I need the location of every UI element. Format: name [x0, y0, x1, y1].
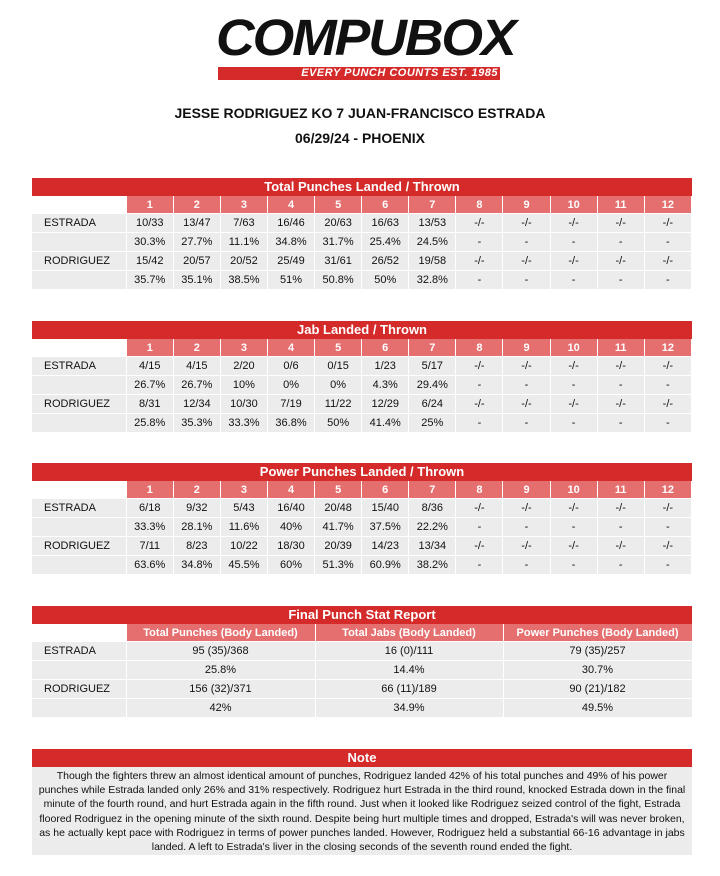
final-report-table — [32, 624, 693, 718]
round-number: 10 — [550, 339, 597, 357]
percentage-cell: 22.2% — [409, 518, 456, 537]
percentage-cell: - — [644, 518, 691, 537]
landed-thrown-cell: -/- — [456, 537, 503, 556]
landed-thrown-cell: 16/63 — [362, 214, 409, 233]
logo-brand: COMPUBOX — [216, 9, 515, 66]
rodriguez-pct-row — [32, 271, 692, 290]
percentage-cell: 35.3% — [173, 414, 220, 433]
landed-thrown-cell: 9/32 — [173, 499, 220, 518]
percentage-cell: - — [550, 518, 597, 537]
round-number: 9 — [503, 481, 550, 499]
landed-thrown-cell: 25/49 — [267, 252, 314, 271]
landed-thrown-cell: -/- — [550, 499, 597, 518]
blank-cell — [32, 518, 126, 537]
fighter-name-estrada: ESTRADA — [32, 357, 126, 376]
note-title: Note — [32, 749, 692, 767]
rodriguez-landed-row — [32, 537, 692, 556]
landed-thrown-cell: -/- — [456, 395, 503, 414]
fighter-name-estrada: ESTRADA — [32, 499, 126, 518]
landed-thrown-cell: 14/23 — [362, 537, 409, 556]
round-number: 3 — [220, 339, 267, 357]
landed-thrown-cell: -/- — [550, 214, 597, 233]
percentage-cell: 63.6% — [126, 556, 173, 575]
round-number: 10 — [550, 481, 597, 499]
percentage-cell: 26.7% — [173, 376, 220, 395]
landed-thrown-cell: -/- — [503, 499, 550, 518]
landed-thrown-cell: -/- — [456, 499, 503, 518]
percentage-cell: - — [550, 556, 597, 575]
percentage-cell: 36.8% — [267, 414, 314, 433]
landed-thrown-cell: 15/40 — [362, 499, 409, 518]
landed-thrown-cell: -/- — [456, 214, 503, 233]
landed-thrown-cell: 10/33 — [126, 214, 173, 233]
round-number: 4 — [267, 339, 314, 357]
final-stat-report — [32, 606, 692, 718]
final-pct-cell: 42% — [126, 699, 315, 718]
header-blank-cell — [32, 481, 126, 499]
final-estrada-pct-row — [32, 661, 692, 680]
section-title: Total Punches Landed / Thrown — [32, 178, 692, 196]
percentage-cell: - — [644, 376, 691, 395]
round-number: 2 — [173, 481, 220, 499]
percentage-cell: 50.8% — [315, 271, 362, 290]
landed-thrown-cell: 16/40 — [267, 499, 314, 518]
final-cell: 79 (35)/257 — [503, 642, 692, 661]
percentage-cell: 41.7% — [315, 518, 362, 537]
rodriguez-landed-row — [32, 395, 692, 414]
percentage-cell: 11.6% — [220, 518, 267, 537]
final-pct-cell: 34.9% — [315, 699, 503, 718]
blank-cell — [32, 376, 126, 395]
landed-thrown-cell: -/- — [597, 499, 644, 518]
percentage-cell: 50% — [362, 271, 409, 290]
percentage-cell: 29.4% — [409, 376, 456, 395]
landed-thrown-cell: 1/23 — [362, 357, 409, 376]
percentage-cell: - — [550, 414, 597, 433]
landed-thrown-cell: -/- — [644, 499, 691, 518]
landed-thrown-cell: 20/39 — [315, 537, 362, 556]
fight-title: JESSE RODRIGUEZ KO 7 JUAN-FRANCISCO ESTRADA — [174, 105, 546, 121]
header-total-jabs: Total Jabs (Body Landed) — [315, 624, 503, 642]
landed-thrown-cell: 31/61 — [315, 252, 362, 271]
fighter-name-rodriguez: RODRIGUEZ — [32, 252, 126, 271]
percentage-cell: - — [597, 233, 644, 252]
fighter-name-rodriguez: RODRIGUEZ — [32, 680, 126, 699]
round-number: 2 — [173, 339, 220, 357]
percentage-cell: 25.8% — [126, 414, 173, 433]
percentage-cell: 35.7% — [126, 271, 173, 290]
landed-thrown-cell: 6/18 — [126, 499, 173, 518]
percentage-cell: 38.2% — [409, 556, 456, 575]
percentage-cell: - — [503, 376, 550, 395]
round-number: 10 — [550, 196, 597, 214]
percentage-cell: - — [644, 556, 691, 575]
rodriguez-pct-row — [32, 414, 692, 433]
landed-thrown-cell: -/- — [503, 252, 550, 271]
final-cell: 66 (11)/189 — [315, 680, 503, 699]
round-header-row — [32, 196, 692, 214]
fighter-name-rodriguez: RODRIGUEZ — [32, 395, 126, 414]
landed-thrown-cell: -/- — [644, 537, 691, 556]
header-blank-cell — [32, 339, 126, 357]
round-number: 6 — [362, 339, 409, 357]
round-number: 11 — [597, 481, 644, 499]
round-number: 12 — [644, 481, 691, 499]
final-cell: 16 (0)/111 — [315, 642, 503, 661]
power-punches-section — [32, 463, 692, 575]
fighter-name-rodriguez: RODRIGUEZ — [32, 537, 126, 556]
fighter-name-estrada: ESTRADA — [32, 642, 126, 661]
landed-thrown-cell: 15/42 — [126, 252, 173, 271]
rodriguez-pct-row — [32, 556, 692, 575]
final-pct-cell: 25.8% — [126, 661, 315, 680]
landed-thrown-cell: -/- — [597, 537, 644, 556]
percentage-cell: - — [644, 271, 691, 290]
percentage-cell: 33.3% — [126, 518, 173, 537]
landed-thrown-cell: 16/46 — [267, 214, 314, 233]
percentage-cell: - — [456, 233, 503, 252]
compubox-logo — [216, 9, 515, 82]
percentage-cell: - — [503, 414, 550, 433]
percentage-cell: 25% — [409, 414, 456, 433]
final-rodriguez-row — [32, 680, 692, 699]
percentage-cell: 50% — [315, 414, 362, 433]
round-number: 5 — [315, 339, 362, 357]
round-number: 6 — [362, 481, 409, 499]
percentage-cell: 51.3% — [315, 556, 362, 575]
percentage-cell: 28.1% — [173, 518, 220, 537]
round-number: 1 — [126, 339, 173, 357]
landed-thrown-cell: -/- — [550, 357, 597, 376]
landed-thrown-cell: 11/22 — [315, 395, 362, 414]
landed-thrown-cell: 13/53 — [409, 214, 456, 233]
blank-cell — [32, 661, 126, 680]
landed-thrown-cell: 4/15 — [126, 357, 173, 376]
landed-thrown-cell: 8/31 — [126, 395, 173, 414]
estrada-landed-row — [32, 214, 692, 233]
round-number: 1 — [126, 196, 173, 214]
round-number: 2 — [173, 196, 220, 214]
landed-thrown-cell: -/- — [597, 252, 644, 271]
landed-thrown-cell: 12/29 — [362, 395, 409, 414]
percentage-cell: - — [597, 518, 644, 537]
round-number: 4 — [267, 196, 314, 214]
percentage-cell: - — [456, 414, 503, 433]
percentage-cell: 27.7% — [173, 233, 220, 252]
blank-cell — [32, 233, 126, 252]
percentage-cell: 4.3% — [362, 376, 409, 395]
landed-thrown-cell: -/- — [597, 395, 644, 414]
blank-cell — [32, 556, 126, 575]
final-rodriguez-pct-row — [32, 699, 692, 718]
round-number: 6 — [362, 196, 409, 214]
percentage-cell: 51% — [267, 271, 314, 290]
landed-thrown-cell: -/- — [456, 252, 503, 271]
landed-thrown-cell: -/- — [503, 395, 550, 414]
landed-thrown-cell: 5/43 — [220, 499, 267, 518]
percentage-cell: 35.1% — [173, 271, 220, 290]
landed-thrown-cell: -/- — [456, 357, 503, 376]
percentage-cell: - — [456, 376, 503, 395]
landed-thrown-cell: 7/11 — [126, 537, 173, 556]
percentage-cell: 37.5% — [362, 518, 409, 537]
percentage-cell: 0% — [315, 376, 362, 395]
percentage-cell: 60% — [267, 556, 314, 575]
round-stats-table — [32, 196, 692, 290]
round-number: 3 — [220, 481, 267, 499]
landed-thrown-cell: 12/34 — [173, 395, 220, 414]
percentage-cell: - — [503, 233, 550, 252]
round-number: 4 — [267, 481, 314, 499]
round-number: 9 — [503, 196, 550, 214]
final-cell: 156 (32)/371 — [126, 680, 315, 699]
percentage-cell: 30.3% — [126, 233, 173, 252]
landed-thrown-cell: 20/48 — [315, 499, 362, 518]
round-stats-table — [32, 481, 692, 575]
round-number: 8 — [456, 481, 503, 499]
estrada-pct-row — [32, 233, 692, 252]
section-title: Power Punches Landed / Thrown — [32, 463, 692, 481]
header-power-punches: Power Punches (Body Landed) — [503, 624, 692, 642]
fighter-name-estrada: ESTRADA — [32, 214, 126, 233]
section-title: Jab Landed / Thrown — [32, 321, 692, 339]
estrada-pct-row — [32, 376, 692, 395]
landed-thrown-cell: 2/20 — [220, 357, 267, 376]
percentage-cell: 41.4% — [362, 414, 409, 433]
landed-thrown-cell: -/- — [503, 537, 550, 556]
landed-thrown-cell: 4/15 — [173, 357, 220, 376]
landed-thrown-cell: -/- — [550, 537, 597, 556]
percentage-cell: 11.1% — [220, 233, 267, 252]
round-number: 5 — [315, 481, 362, 499]
blank-cell — [32, 414, 126, 433]
estrada-landed-row — [32, 357, 692, 376]
round-stats-table — [32, 339, 692, 433]
percentage-cell: - — [597, 376, 644, 395]
round-header-row — [32, 339, 692, 357]
percentage-cell: - — [503, 518, 550, 537]
final-header-row — [32, 624, 692, 642]
final-report-title: Final Punch Stat Report — [32, 606, 692, 624]
jab-section — [32, 321, 692, 433]
landed-thrown-cell: 26/52 — [362, 252, 409, 271]
percentage-cell: - — [456, 556, 503, 575]
landed-thrown-cell: 0/15 — [315, 357, 362, 376]
percentage-cell: 0% — [267, 376, 314, 395]
landed-thrown-cell: -/- — [644, 357, 691, 376]
landed-thrown-cell: 13/34 — [409, 537, 456, 556]
percentage-cell: 60.9% — [362, 556, 409, 575]
percentage-cell: 24.5% — [409, 233, 456, 252]
landed-thrown-cell: 7/19 — [267, 395, 314, 414]
percentage-cell: - — [503, 556, 550, 575]
final-pct-cell: 49.5% — [503, 699, 692, 718]
percentage-cell: - — [644, 414, 691, 433]
percentage-cell: - — [550, 376, 597, 395]
percentage-cell: - — [550, 233, 597, 252]
landed-thrown-cell: -/- — [503, 214, 550, 233]
percentage-cell: 31.7% — [315, 233, 362, 252]
landed-thrown-cell: -/- — [644, 395, 691, 414]
landed-thrown-cell: -/- — [550, 395, 597, 414]
landed-thrown-cell: 0/6 — [267, 357, 314, 376]
round-number: 7 — [409, 481, 456, 499]
percentage-cell: 10% — [220, 376, 267, 395]
fight-date-location: 06/29/24 - PHOENIX — [295, 130, 425, 146]
round-number: 12 — [644, 339, 691, 357]
logo-tagline: EVERY PUNCH COUNTS EST. 1985 — [301, 67, 498, 79]
final-cell: 90 (21)/182 — [503, 680, 692, 699]
landed-thrown-cell: 5/17 — [409, 357, 456, 376]
round-number: 9 — [503, 339, 550, 357]
percentage-cell: 26.7% — [126, 376, 173, 395]
percentage-cell: - — [597, 556, 644, 575]
percentage-cell: - — [456, 271, 503, 290]
percentage-cell: - — [644, 233, 691, 252]
percentage-cell: - — [550, 271, 597, 290]
round-number: 1 — [126, 481, 173, 499]
percentage-cell: 40% — [267, 518, 314, 537]
final-pct-cell: 30.7% — [503, 661, 692, 680]
header-blank-cell — [32, 196, 126, 214]
landed-thrown-cell: 7/63 — [220, 214, 267, 233]
percentage-cell: 32.8% — [409, 271, 456, 290]
note-section — [32, 749, 692, 855]
percentage-cell: 34.8% — [267, 233, 314, 252]
percentage-cell: 38.5% — [220, 271, 267, 290]
header-total-punches: Total Punches (Body Landed) — [126, 624, 315, 642]
round-number: 3 — [220, 196, 267, 214]
landed-thrown-cell: -/- — [597, 214, 644, 233]
percentage-cell: 33.3% — [220, 414, 267, 433]
percentage-cell: - — [503, 271, 550, 290]
landed-thrown-cell: -/- — [644, 214, 691, 233]
round-header-row — [32, 481, 692, 499]
landed-thrown-cell: -/- — [503, 357, 550, 376]
round-number: 7 — [409, 196, 456, 214]
round-number: 11 — [597, 339, 644, 357]
round-number: 11 — [597, 196, 644, 214]
percentage-cell: - — [597, 414, 644, 433]
round-number: 8 — [456, 196, 503, 214]
percentage-cell: - — [597, 271, 644, 290]
round-number: 12 — [644, 196, 691, 214]
round-number: 8 — [456, 339, 503, 357]
landed-thrown-cell: 18/30 — [267, 537, 314, 556]
percentage-cell: 45.5% — [220, 556, 267, 575]
header-blank-cell — [32, 624, 126, 642]
landed-thrown-cell: 20/63 — [315, 214, 362, 233]
blank-cell — [32, 699, 126, 718]
estrada-landed-row — [32, 499, 692, 518]
landed-thrown-cell: 13/47 — [173, 214, 220, 233]
rodriguez-landed-row — [32, 252, 692, 271]
landed-thrown-cell: 20/52 — [220, 252, 267, 271]
landed-thrown-cell: 10/22 — [220, 537, 267, 556]
landed-thrown-cell: 20/57 — [173, 252, 220, 271]
final-cell: 95 (35)/368 — [126, 642, 315, 661]
landed-thrown-cell: -/- — [597, 357, 644, 376]
note-text: Though the fighters threw an almost identical amount of punches, Rodriguez landed 42% of his total punches and 49% of his power punches while Estrada landed only 26% and 31% respectively. Rodriguez hurt Estrada in the third round, knocked Estrada down in the final minute of the fourth round, and hurt Estrada again in the fifth round. Just when it looked like Rodriguez seized control of the fight, Estrada floored Rodriguez in the opening minute of the sixth round. Despite being hurt multiple times and dropped, Estrada's will was never broken, as he actually kept pace with Rodriguez in terms of power punches landed. However, Rodriguez held a substantial 66-16 advantage in jabs landed. A left to Estrada's liver in the closing seconds of the seventh round ended the fight. — [32, 767, 692, 855]
blank-cell — [32, 271, 126, 290]
round-number: 5 — [315, 196, 362, 214]
final-pct-cell: 14.4% — [315, 661, 503, 680]
landed-thrown-cell: 19/58 — [409, 252, 456, 271]
landed-thrown-cell: 8/23 — [173, 537, 220, 556]
percentage-cell: - — [456, 518, 503, 537]
total-punches-section — [32, 178, 692, 290]
percentage-cell: 34.8% — [173, 556, 220, 575]
landed-thrown-cell: -/- — [550, 252, 597, 271]
estrada-pct-row — [32, 518, 692, 537]
final-estrada-row — [32, 642, 692, 661]
landed-thrown-cell: 10/30 — [220, 395, 267, 414]
landed-thrown-cell: 8/36 — [409, 499, 456, 518]
percentage-cell: 25.4% — [362, 233, 409, 252]
landed-thrown-cell: -/- — [644, 252, 691, 271]
round-number: 7 — [409, 339, 456, 357]
landed-thrown-cell: 6/24 — [409, 395, 456, 414]
